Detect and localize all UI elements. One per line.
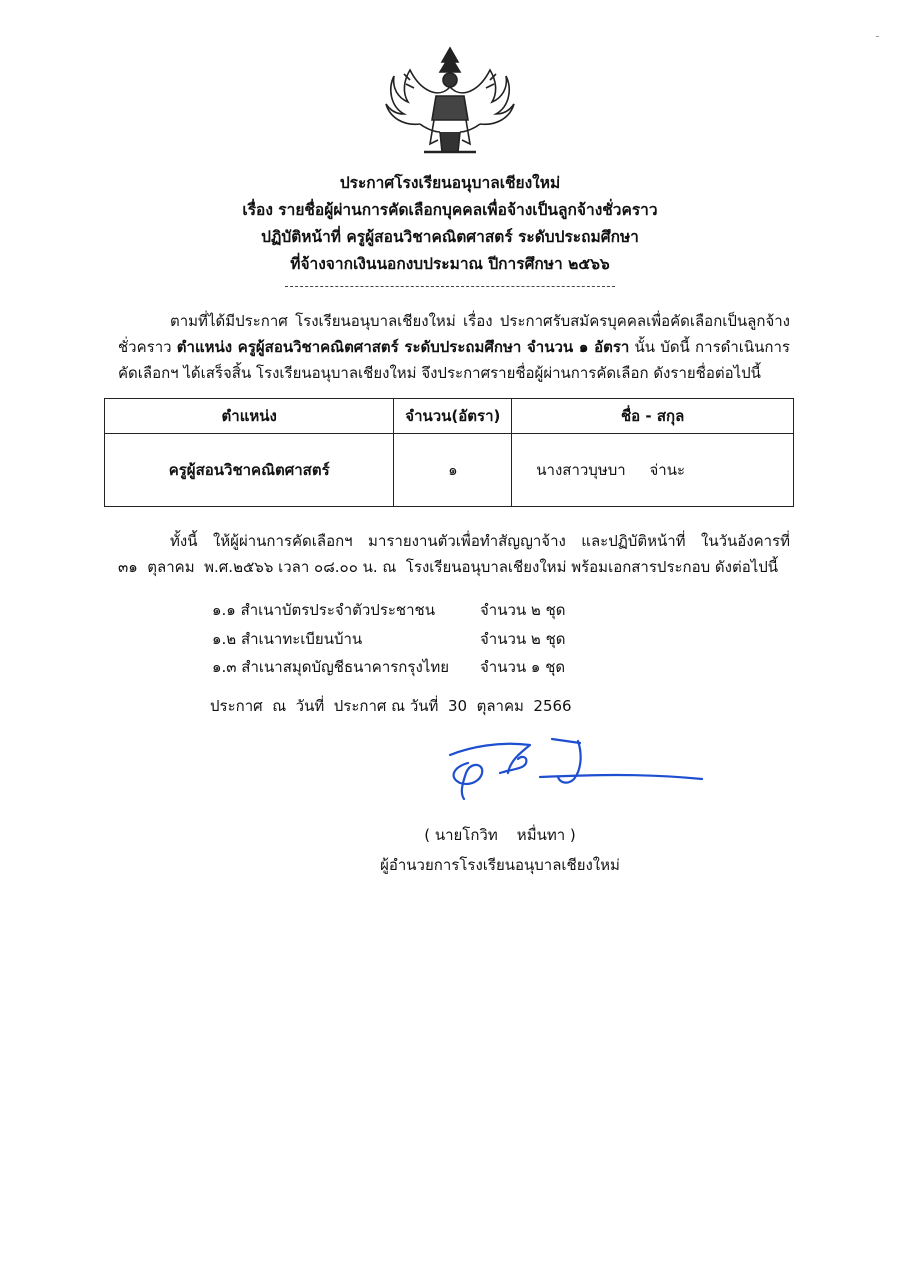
table-header-row xyxy=(105,399,794,434)
intro-line-2-start: ชั่วคราว xyxy=(118,338,177,356)
documents-list xyxy=(212,596,566,682)
intro-line-1: ตามที่ได้มีประกาศ โรงเรียนอนุบาลเชียงใหม่ เรื่อง ประกาศรับสมัครบุคคลเพื่อคัดเลือกเป็นลูกจ้าง xyxy=(170,312,790,330)
cell-position: ครูผู้สอนวิชาคณิตศาสตร์ xyxy=(105,434,394,507)
report-paragraph xyxy=(118,528,790,580)
report-line-1: ทั้งนี้ ให้ผู้ผ่านการคัดเลือกฯ มารายงานตัวเพื่อทำสัญญาจ้าง และปฏิบัติหน้าที่ ในวันอังคารที่ xyxy=(170,532,790,550)
title-divider xyxy=(285,286,615,287)
intro-line-3: คัดเลือกฯ ได้เสร็จสิ้น โรงเรียนอนุบาลเชียงใหม่ จึงประกาศรายชื่อผู้ผ่านการคัดเลือก ดังรายชื่อต่อไปนี้ xyxy=(118,364,761,382)
document-qty: จำนวน ๒ ชุด xyxy=(480,601,566,619)
table-row xyxy=(105,434,794,507)
garuda-emblem xyxy=(380,40,520,160)
result-table xyxy=(104,398,794,507)
document-qty: จำนวน ๑ ชุด xyxy=(480,658,566,676)
signer-title: ผู้อำนวยการโรงเรียนอนุบาลเชียงใหม่ xyxy=(380,856,620,874)
document-name: ๑.๒ สำเนาทะเบียนบ้าน xyxy=(212,629,363,648)
header-count: จำนวน(อัตรา) xyxy=(394,399,512,434)
title-line-4: ที่จ้างจากเงินนอกงบประมาณ ปีการศึกษา ๒๕๖๖ xyxy=(290,255,610,273)
header-position: ตำแหน่ง xyxy=(105,399,394,434)
announcement-title xyxy=(0,170,900,278)
document-name: ๑.๑ สำเนาบัตรประจำตัวประชาชน xyxy=(212,601,435,619)
intro-line-2-bold: ตำแหน่ง ครูผู้สอนวิชาคณิตศาสตร์ ระดับประถมศึกษา จำนวน ๑ อัตรา xyxy=(176,338,630,356)
document-qty: จำนวน ๒ ชุด xyxy=(480,629,566,648)
announce-date: ประกาศ ณ วันที่ ประกาศ ณ วันที่ 30 ตุลาคม 2566 xyxy=(210,697,572,715)
signature xyxy=(440,733,710,803)
header-name: ชื่อ - สกุล xyxy=(512,399,794,434)
scan-mark xyxy=(876,36,879,37)
cell-name: นางสาวบุษบา จ่านะ xyxy=(512,434,794,507)
document-name: ๑.๓ สำเนาสมุดบัญชีธนาคารกรุงไทย xyxy=(212,658,449,676)
signer-name: ( นายโกวิท หมื่นทา ) xyxy=(424,826,576,844)
title-line-1: ประกาศโรงเรียนอนุบาลเชียงใหม่ xyxy=(339,174,561,192)
title-line-2: เรื่อง รายชื่อผู้ผ่านการคัดเลือกบุคคลเพื่อจ้างเป็นลูกจ้างชั่วคราว xyxy=(242,201,658,219)
report-line-2: ๓๑ ตุลาคม พ.ศ.๒๕๖๖ เวลา ๐๘.๐๐ น. ณ โรงเรียนอนุบาลเชียงใหม่ พร้อมเอกสารประกอบ ดังต่อไปนี้ xyxy=(118,558,779,576)
cell-count: ๑ xyxy=(394,434,512,507)
list-item xyxy=(212,653,566,682)
signer-block xyxy=(340,820,660,880)
intro-line-2 xyxy=(118,334,790,360)
list-item xyxy=(212,625,566,654)
title-line-3: ปฏิบัติหน้าที่ ครูผู้สอนวิชาคณิตศาสตร์ ระดับประถมศึกษา xyxy=(261,228,639,246)
intro-paragraph xyxy=(118,308,790,386)
list-item xyxy=(212,596,566,625)
intro-line-2-end: นั้น บัดนี้ การดำเนินการ xyxy=(629,338,790,356)
